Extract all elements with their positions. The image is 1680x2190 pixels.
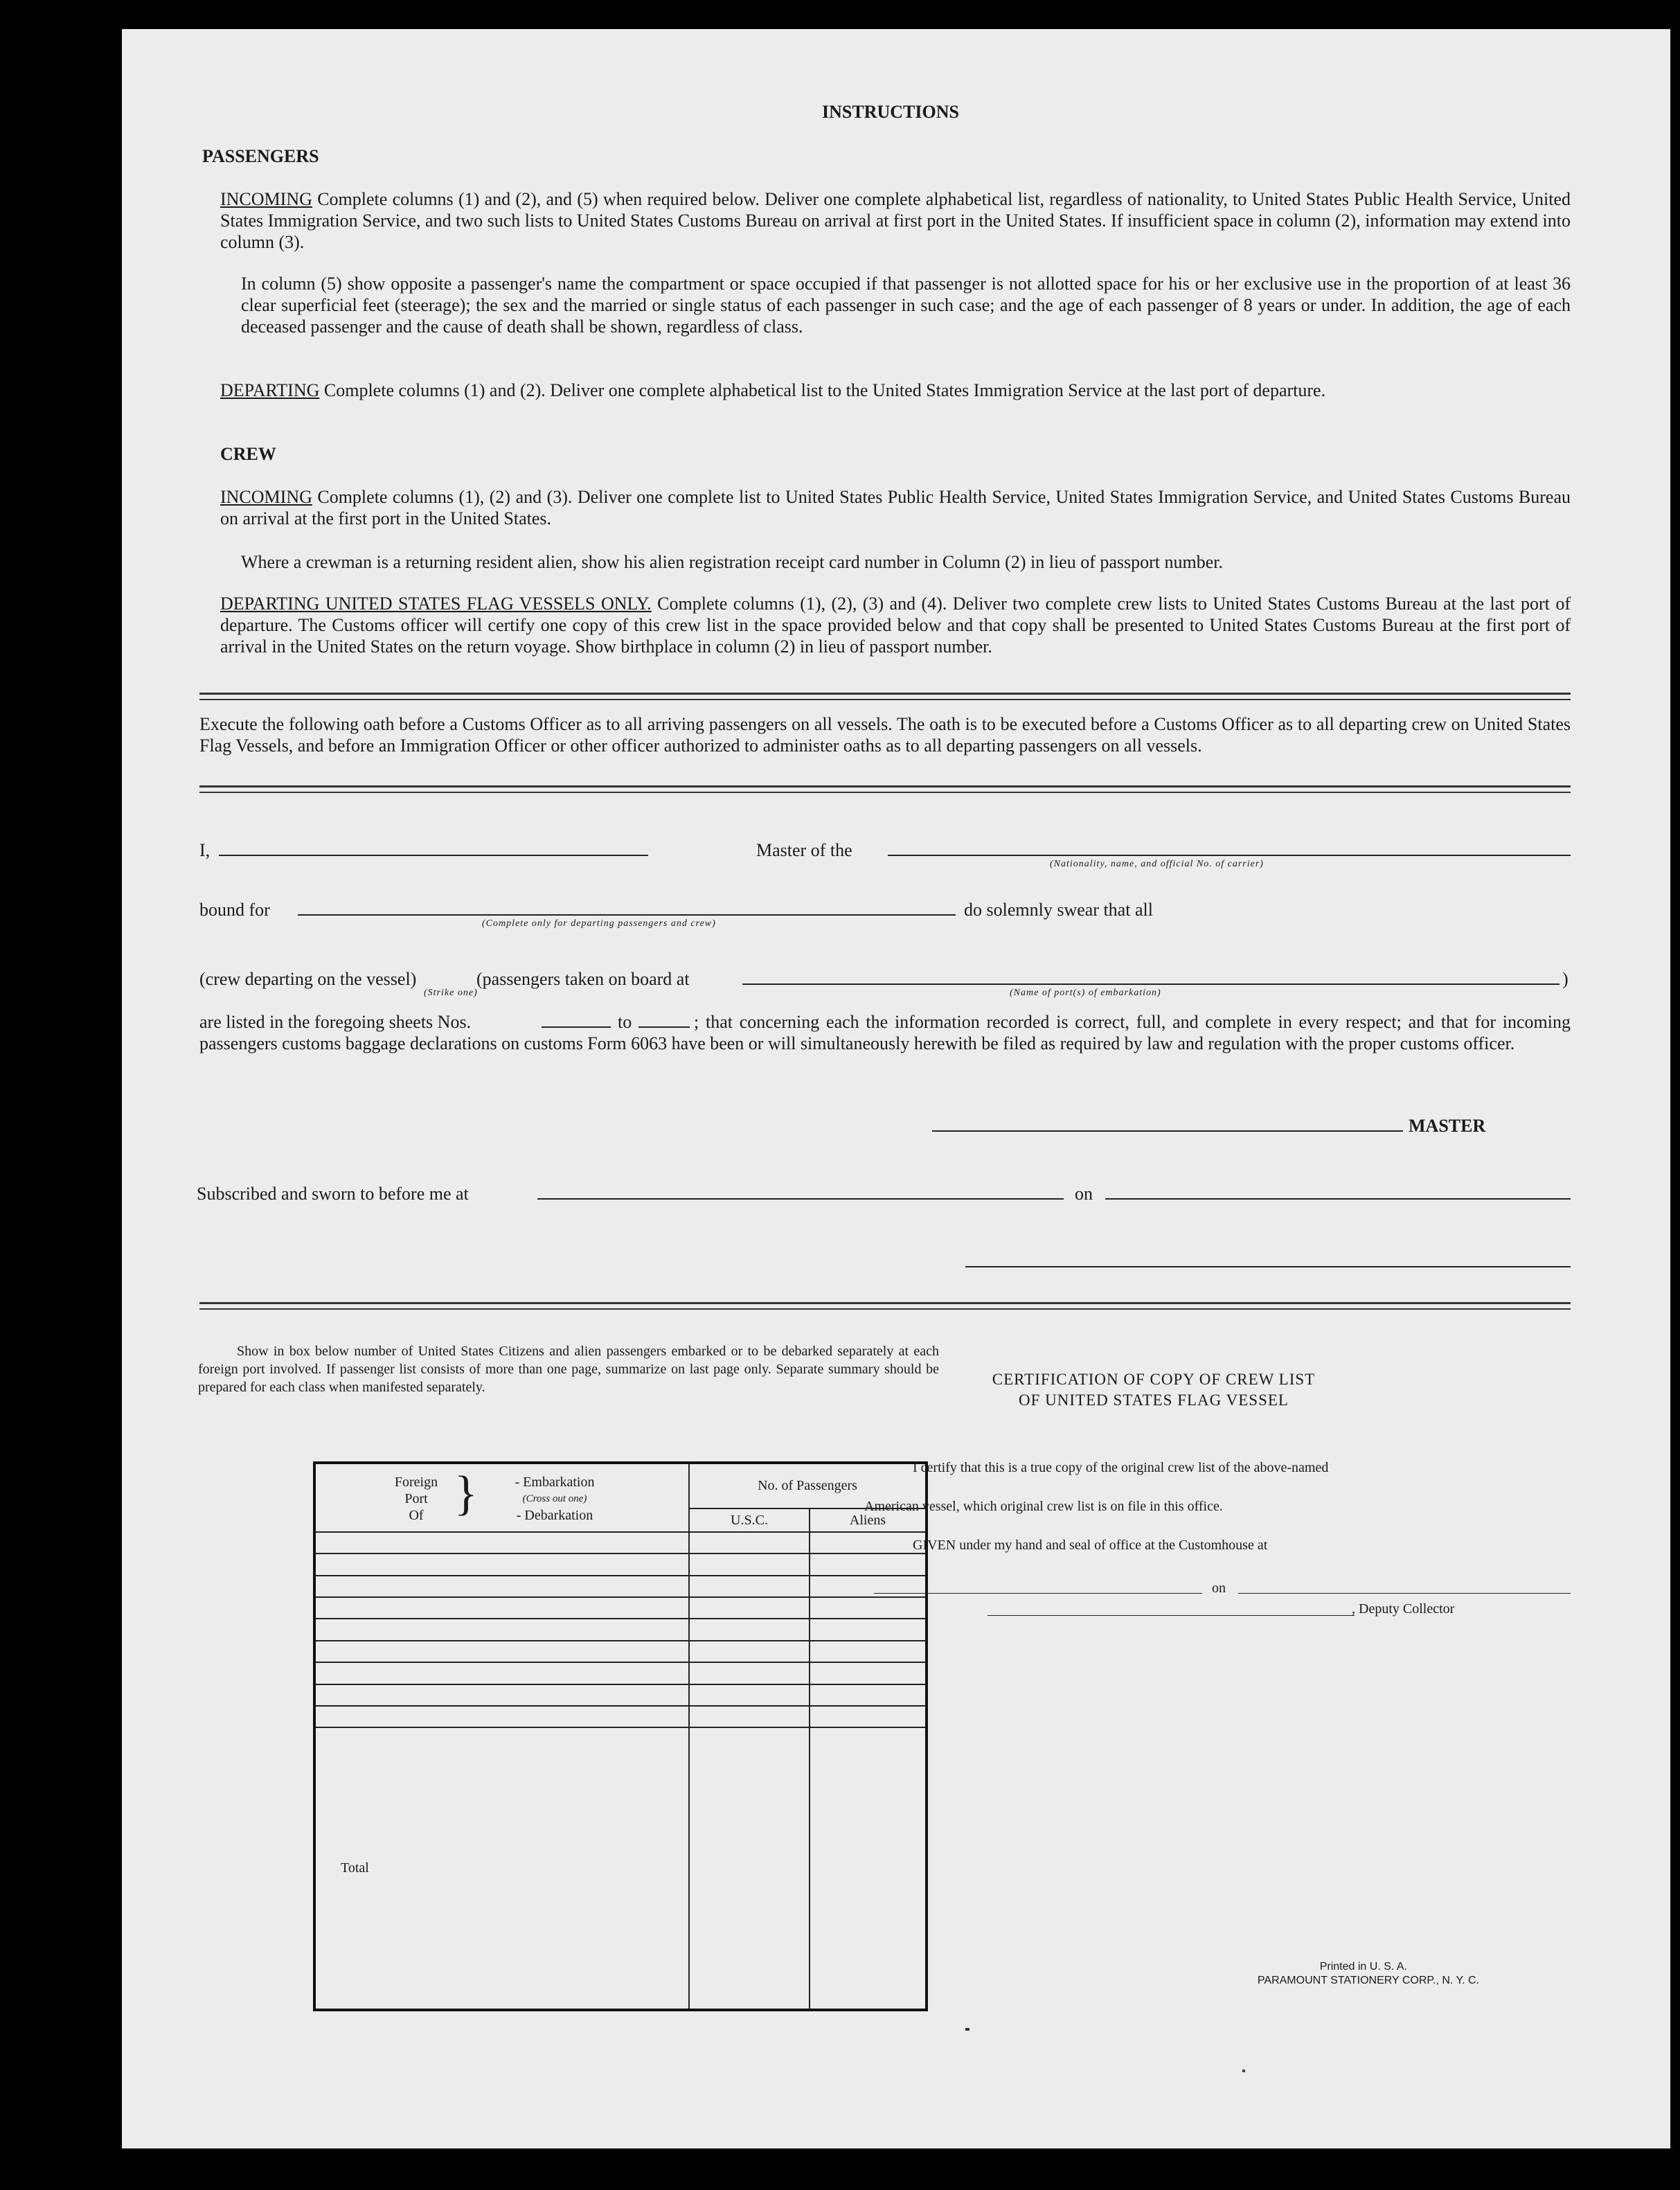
port-cell[interactable] bbox=[314, 1576, 689, 1597]
certification-title-line2: OF UNITED STATES FLAG VESSEL bbox=[1019, 1391, 1289, 1409]
aliens-cell[interactable] bbox=[810, 1662, 927, 1684]
strike-one-hint: (Strike one) bbox=[424, 988, 478, 998]
crew-departing-paragraph bbox=[220, 593, 1571, 657]
port-cell[interactable] bbox=[314, 1619, 689, 1640]
port-cell[interactable] bbox=[314, 1554, 689, 1575]
master-signature-field[interactable] bbox=[932, 1130, 1403, 1132]
aliens-cell[interactable] bbox=[810, 1554, 927, 1575]
certification-date-field[interactable] bbox=[1238, 1593, 1571, 1594]
table-row bbox=[314, 1684, 927, 1706]
crew-departing-text: Complete columns (1), (2), (3) and (4). Deliver two complete crew lists to United States Customs Bureau at the last port of departure. The Customs officer will certify one copy of this crew list in the space provided below and that copy shall be presented to United States Customs Bureau at the first port of arrival in the United States on the return voyage. Show birthplace in column (2) in lieu of passport number. bbox=[220, 594, 1571, 657]
passengers-heading: PASSENGERS bbox=[202, 146, 319, 166]
table-row bbox=[314, 1706, 927, 1727]
of-label: Of bbox=[409, 1508, 424, 1523]
usc-cell[interactable] bbox=[689, 1706, 810, 1727]
crew-incoming-label: INCOMING bbox=[220, 487, 312, 507]
listed-to-label: to bbox=[618, 1012, 632, 1032]
table-row bbox=[314, 1532, 927, 1554]
port-cell[interactable] bbox=[314, 1662, 689, 1684]
passengers-incoming-text: Complete columns (1) and (2), and (5) when required below. Deliver one complete alphabetical list, regardless of nationality, to United States Public Health Service, United States Immigration Service, and two such lists to United States Customs Bureau on arrival at first port in the United States. If insufficient space in column (2), information may extend into column (3). bbox=[220, 189, 1571, 252]
scan-speck bbox=[1242, 2069, 1245, 2072]
sworn-at-field[interactable] bbox=[537, 1198, 1064, 1200]
port-cell[interactable] bbox=[314, 1706, 689, 1727]
sworn-date-field[interactable] bbox=[1105, 1198, 1571, 1200]
no-passengers-header: No. of Passengers bbox=[689, 1463, 927, 1508]
divider-2 bbox=[199, 785, 1571, 793]
aliens-header: Aliens bbox=[810, 1508, 927, 1532]
divider-3 bbox=[199, 1302, 1571, 1310]
form-sheet bbox=[122, 29, 1670, 2148]
table-row bbox=[314, 1576, 927, 1597]
crew-resident-paragraph: Where a crewman is a returning resident alien, show his alien registration receipt card number in Column (2) in lieu of passport number. bbox=[241, 552, 1224, 572]
certification-on-label: on bbox=[1212, 1581, 1226, 1596]
table-row bbox=[314, 1554, 927, 1575]
total-row bbox=[314, 1727, 927, 2010]
certify-line1: I certify that this is a true copy of the original crew list of the above-named bbox=[913, 1460, 1329, 1475]
passengers-taken-option[interactable]: (passengers taken on board at bbox=[476, 969, 690, 989]
certification-title-line1: CERTIFICATION OF COPY OF CREW LIST bbox=[992, 1371, 1316, 1388]
carrier-hint: (Nationality, name, and official No. of carrier) bbox=[1050, 859, 1264, 869]
passengers-incoming-paragraph bbox=[220, 188, 1571, 253]
bound-for-label: bound for bbox=[199, 900, 270, 920]
table-row bbox=[314, 1597, 927, 1619]
table-row bbox=[314, 1619, 927, 1640]
ports-field[interactable] bbox=[742, 983, 1560, 985]
usc-cell[interactable] bbox=[689, 1662, 810, 1684]
bound-for-field[interactable] bbox=[298, 914, 956, 916]
foreign-label: Foreign bbox=[394, 1475, 438, 1490]
master-label: MASTER bbox=[1409, 1116, 1486, 1136]
usc-header: U.S.C. bbox=[689, 1508, 810, 1532]
subscribed-label: Subscribed and sworn to before me at bbox=[197, 1184, 469, 1204]
summary-instruction: Show in box below number of United States Citizens and alien passengers embarked or to be debarked separately at each foreign port involved. If passenger list consists of more than one page, summarize on last page only. Separate summary should be prepared for each class when manifested separately. bbox=[198, 1344, 939, 1395]
total-aliens-cell[interactable] bbox=[810, 1727, 927, 2010]
port-cell[interactable] bbox=[314, 1597, 689, 1619]
carrier-field[interactable] bbox=[888, 855, 1571, 856]
sworn-on-label: on bbox=[1075, 1184, 1093, 1204]
ports-hint: (Name of port(s) of embarkation) bbox=[1010, 988, 1161, 998]
certify-line2: American vessel, which original crew list is on file in this office. bbox=[864, 1499, 1223, 1514]
printer-imprint bbox=[1105, 1960, 1479, 1988]
port-cell[interactable] bbox=[314, 1641, 689, 1662]
passengers-column5-paragraph: In column (5) show opposite a passenger's name the compartment or space occupied if that passenger is not allotted space for his or her exclusive use in the proportion of at least 36 clear superficial feet (steerage); the sex and the married or single status of each passenger in such case; and the age of each passenger of 8 years or under. In addition, the age of each deceased passenger and the cause of death shall be shown, regardless of class. bbox=[241, 274, 1571, 337]
scan-speck bbox=[965, 2028, 969, 2031]
embarkation-option[interactable]: - Embarkation bbox=[515, 1475, 595, 1490]
debarkation-option[interactable]: - Debarkation bbox=[516, 1508, 593, 1523]
passengers-incoming-label: INCOMING bbox=[220, 189, 312, 209]
aliens-cell[interactable] bbox=[810, 1706, 927, 1727]
crew-incoming-paragraph bbox=[220, 486, 1571, 529]
brace-glyph: } bbox=[454, 1467, 478, 1520]
crew-heading: CREW bbox=[220, 444, 276, 464]
printed-in-usa: Printed in U. S. A. bbox=[1319, 1961, 1407, 1973]
printer-name: PARAMOUNT STATIONERY CORP., N. Y. C. bbox=[1257, 1975, 1479, 1986]
crew-departing-label: DEPARTING UNITED STATES FLAG VESSELS ONLY. bbox=[220, 594, 652, 614]
port-cell[interactable] bbox=[314, 1684, 689, 1706]
usc-cell[interactable] bbox=[689, 1554, 810, 1575]
usc-cell[interactable] bbox=[689, 1684, 810, 1706]
crew-departing-option[interactable]: (crew departing on the vessel) bbox=[199, 969, 417, 989]
page-title: INSTRUCTIONS bbox=[822, 102, 959, 122]
oath-i-label: I, bbox=[199, 840, 211, 860]
passengers-departing-label: DEPARTING bbox=[220, 380, 320, 400]
given-line: GIVEN under my hand and seal of office at the Customhouse at bbox=[913, 1538, 1268, 1553]
swear-label: do solemnly swear that all bbox=[964, 900, 1153, 920]
master-name-field[interactable] bbox=[219, 855, 648, 856]
oath-statement: ; that concerning each the information recorded is correct, full, and complete in every respect; and that for incoming passengers customs baggage declarations on customs Form 6063 have been or will simultaneously herewith be filed as required by law and regulation with the proper customs officer. bbox=[199, 1012, 1571, 1053]
usc-cell[interactable] bbox=[689, 1597, 810, 1619]
usc-cell[interactable] bbox=[689, 1576, 810, 1597]
total-usc-cell[interactable] bbox=[689, 1727, 810, 2010]
deputy-collector-label: , Deputy Collector bbox=[1352, 1601, 1455, 1617]
table-row bbox=[314, 1641, 927, 1662]
deputy-signature-field[interactable] bbox=[988, 1615, 1355, 1616]
port-header-cell bbox=[314, 1463, 689, 1532]
port-label: Port bbox=[404, 1491, 428, 1506]
divider-1 bbox=[199, 693, 1571, 700]
usc-cell[interactable] bbox=[689, 1619, 810, 1640]
master-of-the-label: Master of the bbox=[756, 840, 852, 860]
usc-cell[interactable] bbox=[689, 1532, 810, 1554]
oath-instruction: Execute the following oath before a Customs Officer as to all arriving passengers on all vessels. The oath is to be executed before a Customs Officer as to all departing crew on United States Flag Vessels, and before an Immigration Officer or other officer authorized to administer oaths as to all departing passengers on all vessels. bbox=[199, 714, 1571, 756]
passengers-departing-text: Complete columns (1) and (2). Deliver one complete alphabetical list to the United States Immigration Service at the last port of departure. bbox=[323, 380, 1326, 400]
port-cell[interactable] bbox=[314, 1532, 689, 1554]
aliens-cell[interactable] bbox=[810, 1619, 927, 1640]
crew-incoming-text: Complete columns (1), (2) and (3). Deliver one complete list to United States Public Health Service, United States Immigration Service, and United States Customs Bureau on arrival at the first port in the United States. bbox=[220, 487, 1571, 528]
aliens-cell[interactable] bbox=[810, 1597, 927, 1619]
aliens-cell[interactable] bbox=[810, 1641, 927, 1662]
passengers-departing-paragraph bbox=[220, 380, 1571, 401]
aliens-cell[interactable] bbox=[810, 1576, 927, 1597]
listed-label: are listed in the foregoing sheets Nos. bbox=[199, 1012, 472, 1032]
officer-signature-field[interactable] bbox=[965, 1266, 1571, 1267]
usc-cell[interactable] bbox=[689, 1641, 810, 1662]
aliens-cell[interactable] bbox=[810, 1684, 927, 1706]
customhouse-field[interactable] bbox=[874, 1593, 1202, 1594]
close-paren: ) bbox=[1562, 969, 1569, 989]
passenger-summary-table bbox=[313, 1461, 928, 2011]
cross-out-hint: (Cross out one) bbox=[522, 1493, 587, 1504]
bound-for-hint: (Complete only for departing passengers and crew) bbox=[482, 918, 716, 929]
table-row bbox=[314, 1662, 927, 1684]
total-label: Total bbox=[314, 1727, 689, 2010]
aliens-cell[interactable] bbox=[810, 1532, 927, 1554]
